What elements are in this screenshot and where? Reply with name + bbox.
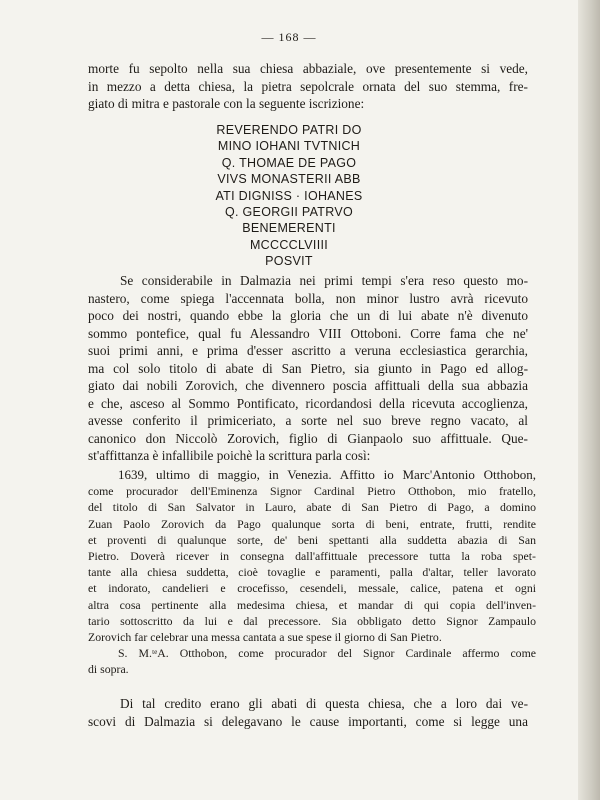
text-line: Se considerabile in Dalmazia nei primi tempi s'era reso questo mo- — [120, 273, 528, 288]
text-line: suoi primi anni, e prima d'esser ascritto a veruna ecclesiastica gerarchia, — [88, 343, 528, 358]
quote-line: et indorato, candelieri e crocefisso, cesendeli, messale, calice, patena et ogni — [88, 581, 536, 596]
inscription-line: POSVIT — [265, 254, 313, 269]
text-line: e che, asceso al Sommo Pontificato, ricordandosi della ricevuta accoglienza, — [88, 395, 528, 411]
text-line: giato di mitra e pastorale con la seguente iscrizione: — [88, 96, 365, 111]
text-line: canonico don Niccolò Zorovich, figlio di Gianpaolo suo affittuale. Que- — [88, 430, 528, 446]
inscription-line: VIVS MONASTERII ABB — [217, 172, 361, 187]
intro-paragraph — [88, 60, 528, 113]
quote-line: come procurador dell'Eminenza Signor Cardinal Pietro Otthobon, mio fratello, — [88, 484, 536, 499]
inscription-line: MCCCCLVIIII — [249, 237, 329, 252]
quote-line: Zuan Paolo Zorovich da Pago qualunque sorta di beni, entrate, frutti, rendite — [88, 516, 536, 531]
epitaph-inscription — [0, 122, 578, 270]
quote-line: et proventi di qualunque sorte, de' beni spettanti alla suddetta abazia di San — [88, 532, 536, 547]
text-line: Di tal credito erano gli abati di questa chiesa, che a loro dai ve- — [120, 696, 528, 711]
quote-line: tario sottoscritto da lui e dal precessore. Sia obbligato detto Signor Zampaulo — [88, 613, 536, 628]
text-line: ma col solo titolo di abate di San Pietro, sia giunto in Pago ed allog- — [88, 360, 528, 376]
quote-line: Zorovich far celebrar una messa cantata a sue spese il giorno di San Pietro. — [88, 630, 442, 645]
quote-line: Pietro. Doverà ricever in consegna dall'affittuale precessore tutta la roba spet- — [88, 549, 536, 564]
inscription-line: Q. GEORGII PATRVO — [224, 205, 354, 220]
inscription-line: BENEMERENTI — [242, 221, 336, 236]
text-line: st'affittanza è infallibile poichè la scrittura parla così: — [88, 448, 371, 463]
page-number: — 168 — — [261, 30, 317, 44]
text-line: avesse conferito il primiceriato, a sorte nel suo breve regno vacato, al — [88, 413, 528, 428]
quote-line: tante alla chiesa suddetta, cioè tovaglie e paramenti, palla d'altar, teller lavorato — [88, 565, 536, 580]
inscription-line: Q. THOMAE DE PAGO — [221, 155, 357, 170]
text-line: morte fu sepolto nella sua chiesa abbaziale, ove presentemente si vede, — [88, 61, 528, 76]
closing-paragraph — [88, 695, 528, 730]
scan-edge-shadow — [578, 0, 600, 800]
text-line: sommo pontefice, qual fu Alessandro VIII Ottoboni. Corre fama che ne' — [88, 325, 528, 341]
quote-line: del titolo di San Salvator in Lauro, abate di San Pietro di Pago, a domino — [88, 500, 536, 515]
quote-line: 1639, ultimo di maggio, in Venezia. Affitto io Marc'Antonio Otthobon, — [118, 467, 536, 482]
text-line: nastero, come spiega l'accennata bolla, non minor lustro avrà ricevuto — [88, 290, 528, 306]
quote-line: altra cosa pertinente alla medesima chiesa, et mandar di qui copia dell'inven- — [88, 597, 536, 612]
inscription-line: REVERENDO PATRI DO — [216, 123, 362, 137]
text-line: giato dai nobili Zorovich, che divennero poscia affittuali della sua abbazia — [88, 378, 528, 393]
inscription-line: MINO IOHANI TVTNICH — [217, 139, 361, 154]
text-line: scovi di Dalmazia si delegavano le cause importanti, come si legge una — [88, 713, 528, 729]
quoted-lease-document — [88, 467, 536, 678]
body-paragraph — [88, 272, 528, 465]
text-line: poco dei nostri, quando ebbe la gloria che un di lui abate n'è divenuto — [88, 308, 528, 323]
text-line: in mezzo a detta chiesa, la pietra sepolcrale ornata del suo stemma, fre- — [88, 78, 528, 94]
inscription-line: ATI DIGNISS · IOHANES — [215, 188, 363, 203]
quote-line: S. M.ᵗᵉA. Otthobon, come procurador del Signor Cardinale affermo come — [118, 646, 536, 661]
quote-line: di sopra. — [88, 662, 129, 677]
